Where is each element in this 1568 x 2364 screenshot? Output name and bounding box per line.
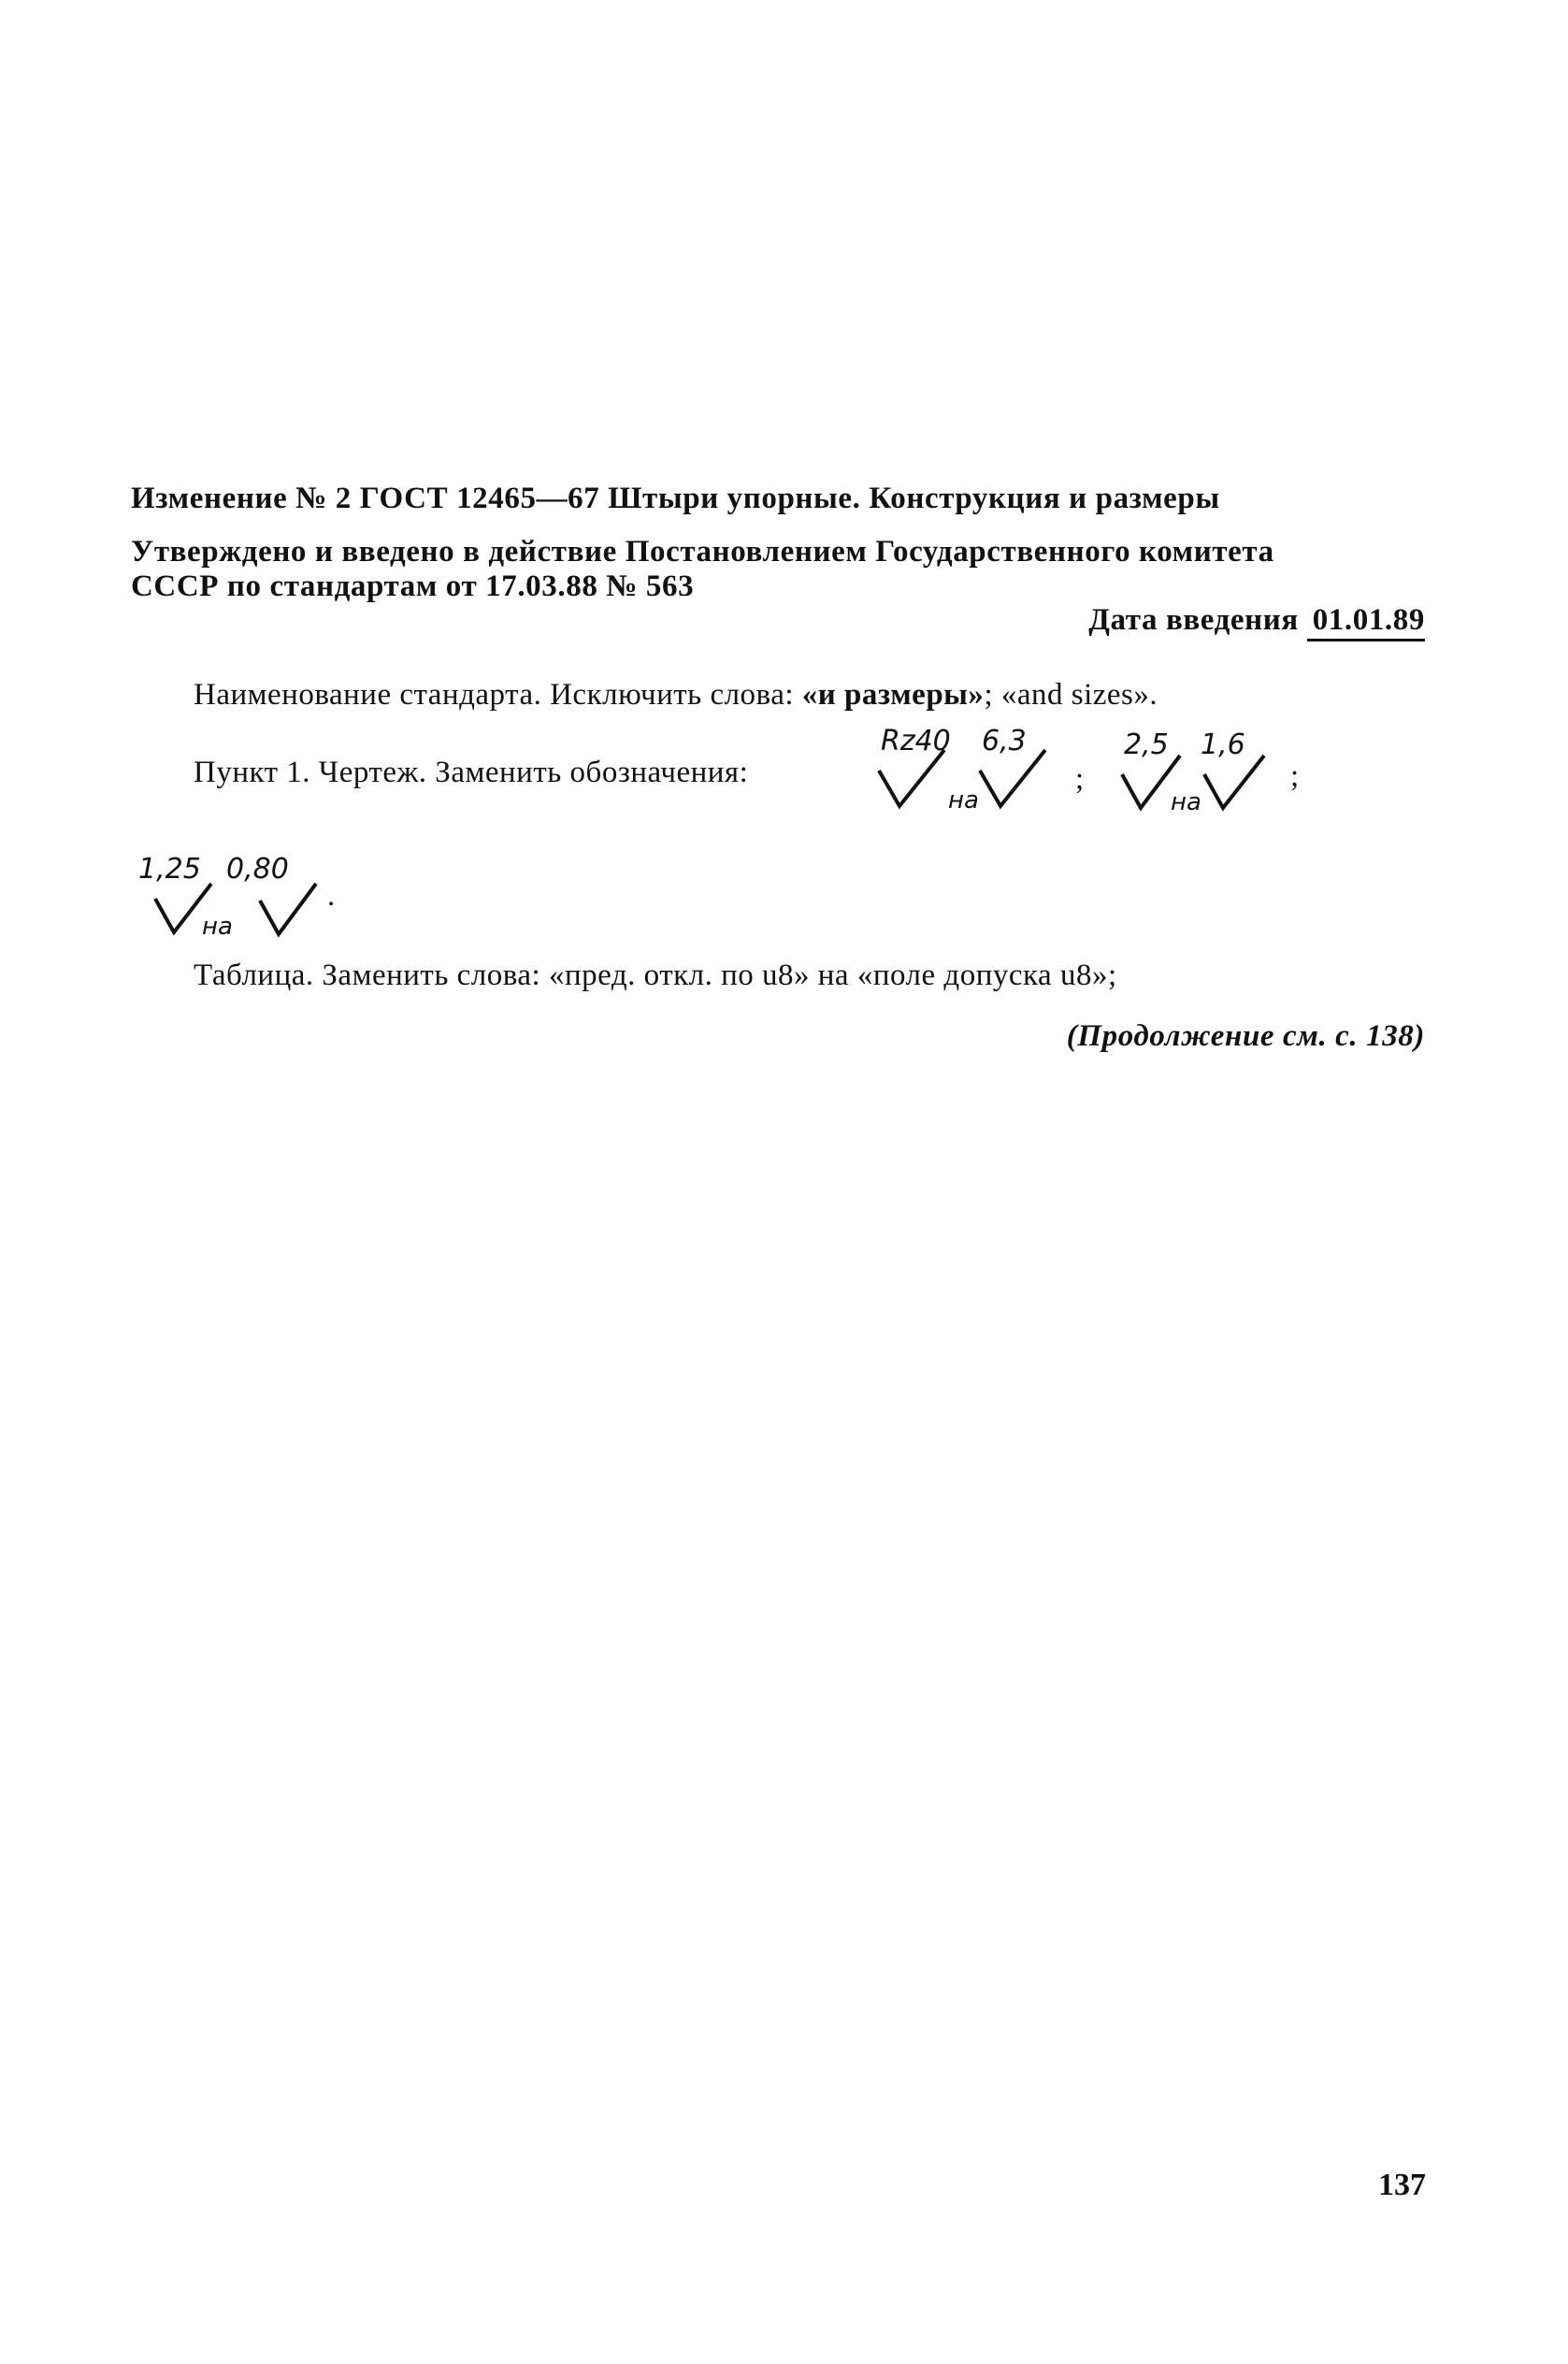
paragraph-standard-name-suffix: ; «and sizes». [984,678,1158,712]
approval-line-1: Утверждено и введено в действие Постановлением Государственного комитета [131,535,1274,569]
paragraph-standard-name-bold: «и размеры» [801,678,985,712]
roughness-symbol-1-separator: ; [1075,762,1085,796]
roughness-symbol-2-from: 2,5 [1124,728,1169,761]
roughness-symbol-2-separator: ; [1290,759,1300,793]
amendment-title: Изменение № 2 ГОСТ 12465—67 Штыри упорные. Конструкция и размеры [131,482,1220,515]
roughness-symbol-3-to: 0,80 [226,853,289,886]
paragraph-drawing: Пункт 1. Чертеж. Заменить обозначения: [194,756,749,789]
roughness-symbol-2-to: 1,6 [1201,728,1245,761]
roughness-symbol-2-connector: на [1171,788,1201,816]
paragraph-standard-name [194,678,1158,713]
paragraph-table: Таблица. Заменить слова: «пред. откл. по u8» на «поле допуска u8»; [194,959,1117,992]
approval-line-2: СССР по стандартам от 17.03.88 № 563 [131,569,695,603]
continuation-note: (Продолжение см. с. 138) [1066,1019,1425,1053]
roughness-symbol-1-to: 6,3 [982,725,1027,757]
roughness-symbol-3-connector: на [202,913,233,941]
roughness-symbol-1 [870,722,1085,815]
effective-date-label: Дата введения [1088,603,1299,637]
check-mark-icon [260,884,316,934]
effective-date-value: 01.01.89 [1307,603,1425,641]
roughness-symbol-2 [1115,722,1302,815]
roughness-symbol-1-connector: на [948,786,979,814]
roughness-symbol-3-from: 1,25 [138,853,201,886]
check-mark-icon [879,750,944,806]
check-mark-icon [980,750,1045,806]
check-mark-icon [1204,756,1264,808]
page-number: 137 [1378,2168,1426,2202]
paragraph-standard-name-prefix: Наименование стандарта. Исключить слова: [194,678,802,712]
roughness-symbol-3-separator: . [327,879,336,913]
roughness-symbol-3 [133,846,338,940]
effective-date [1088,603,1425,638]
roughness-symbol-1-from: Rz40 [881,725,951,757]
